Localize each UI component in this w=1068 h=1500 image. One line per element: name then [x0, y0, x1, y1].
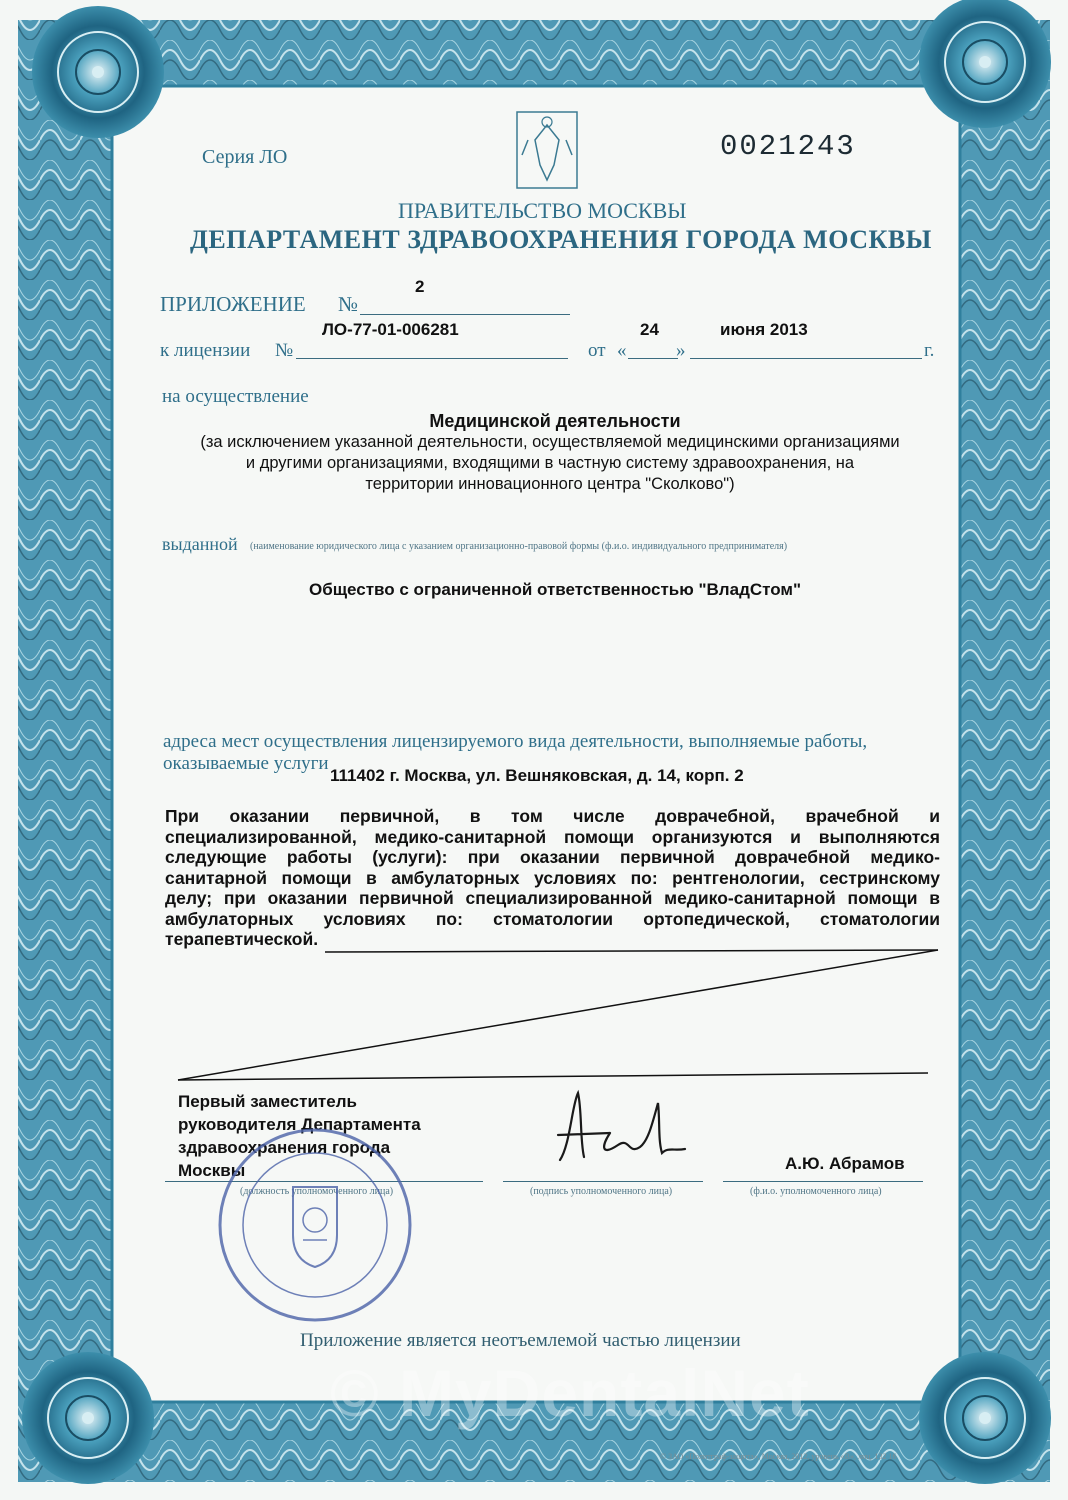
form-number: 0021243 [720, 130, 856, 163]
appendix-number: 2 [415, 277, 425, 296]
activity-title: Медицинской деятельности [429, 411, 681, 431]
issued-hint: (наименование юридического лица с указанием организационно-правовой формы (ф.и.о. индивидуального предпринимателя) [250, 541, 788, 552]
services-line: амбулаторных условиях по: стоматологии ортопедической, стоматологии [165, 908, 940, 929]
position-hint: (должность уполномоченного лица) [240, 1186, 394, 1197]
printer-imprint: © ЗАО «Политграф-защита», Москва, 2012, уровень «В», лиц. 132 16 [660, 1452, 897, 1461]
license-day: 24 [640, 320, 659, 339]
appendix-no-sign: № [338, 292, 359, 316]
activity-description-line: территории инновационного центра "Сколково") [365, 475, 735, 493]
official-stamp [215, 1125, 415, 1325]
services-line: терапевтической. [165, 929, 319, 949]
name-line [723, 1181, 923, 1182]
signatory-name: А.Ю. Абрамов [785, 1154, 905, 1173]
services-line: специализированной, медико-санитарной помощи организуются и выполняются [165, 826, 940, 847]
activity-label: на осуществление [162, 386, 309, 407]
activity-address: 111402 г. Москва, ул. Вешняковская, д. 14, корп. 2 [330, 766, 744, 785]
activity-description-line: и другими организациями, входящими в частную систему здравоохранения, на [245, 454, 855, 472]
from-label: от [588, 340, 606, 361]
license-number: ЛО-77-01-006281 [322, 320, 459, 339]
appendix-label: ПРИЛОЖЕНИЕ [160, 292, 306, 316]
addresses-label-line1: адреса мест осуществления лицензируемого вида деятельности, выполняемые работы, [163, 731, 868, 752]
signatory-position-line: здравоохранения города [178, 1138, 391, 1157]
footer-note: Приложение является неотъемлемой частью лицензии [300, 1330, 741, 1351]
services-line: следующие работы (услуги): при оказании первичной доврачебной медико- [165, 847, 940, 867]
organization-name: Общество с ограниченной ответственностью "ВладСтом" [308, 580, 802, 599]
services-line: При оказании первичной, в том числе доврачебной, врачебной и [165, 806, 940, 826]
services-line: санитарной помощи в амбулаторных условиях по: рентгенологии, сестринскому [165, 867, 940, 888]
services-line: делу; при оказании первичной специализированной медико-санитарной помощи в [165, 888, 940, 908]
quote-open: « [617, 340, 627, 361]
signature-mark [540, 1085, 700, 1175]
signatory-position-line: руководителя Департамента [178, 1115, 421, 1134]
license-no-sign: № [275, 340, 294, 361]
license-label: к лицензии [160, 340, 251, 361]
signature-hint: (подпись уполномоченного лица) [530, 1186, 673, 1197]
license-month-year: июня 2013 [720, 320, 808, 339]
issued-label: выданной [162, 534, 238, 554]
quote-close: » [676, 340, 686, 361]
activity-description-line: (за исключением указанной деятельности, осуществляемой медицинскими организациями [200, 433, 900, 451]
name-hint: (ф.и.о. уполномоченного лица) [750, 1186, 882, 1197]
series-label: Серия ЛО [202, 146, 288, 168]
addresses-label-line2: оказываемые услуги [163, 753, 329, 774]
signatory-position-line: Москвы [178, 1161, 246, 1180]
government-title: ПРАВИТЕЛЬСТВО МОСКВЫ [398, 198, 687, 223]
signatory-position-line: Первый заместитель [178, 1092, 357, 1111]
year-suffix: г. [924, 340, 935, 361]
signature-line [503, 1181, 703, 1182]
watermark-text: © MyDentalNet [330, 1356, 810, 1430]
department-title: ДЕПАРТАМЕНТ ЗДРАВООХРАНЕНИЯ ГОРОДА МОСКВЫ [190, 225, 932, 254]
